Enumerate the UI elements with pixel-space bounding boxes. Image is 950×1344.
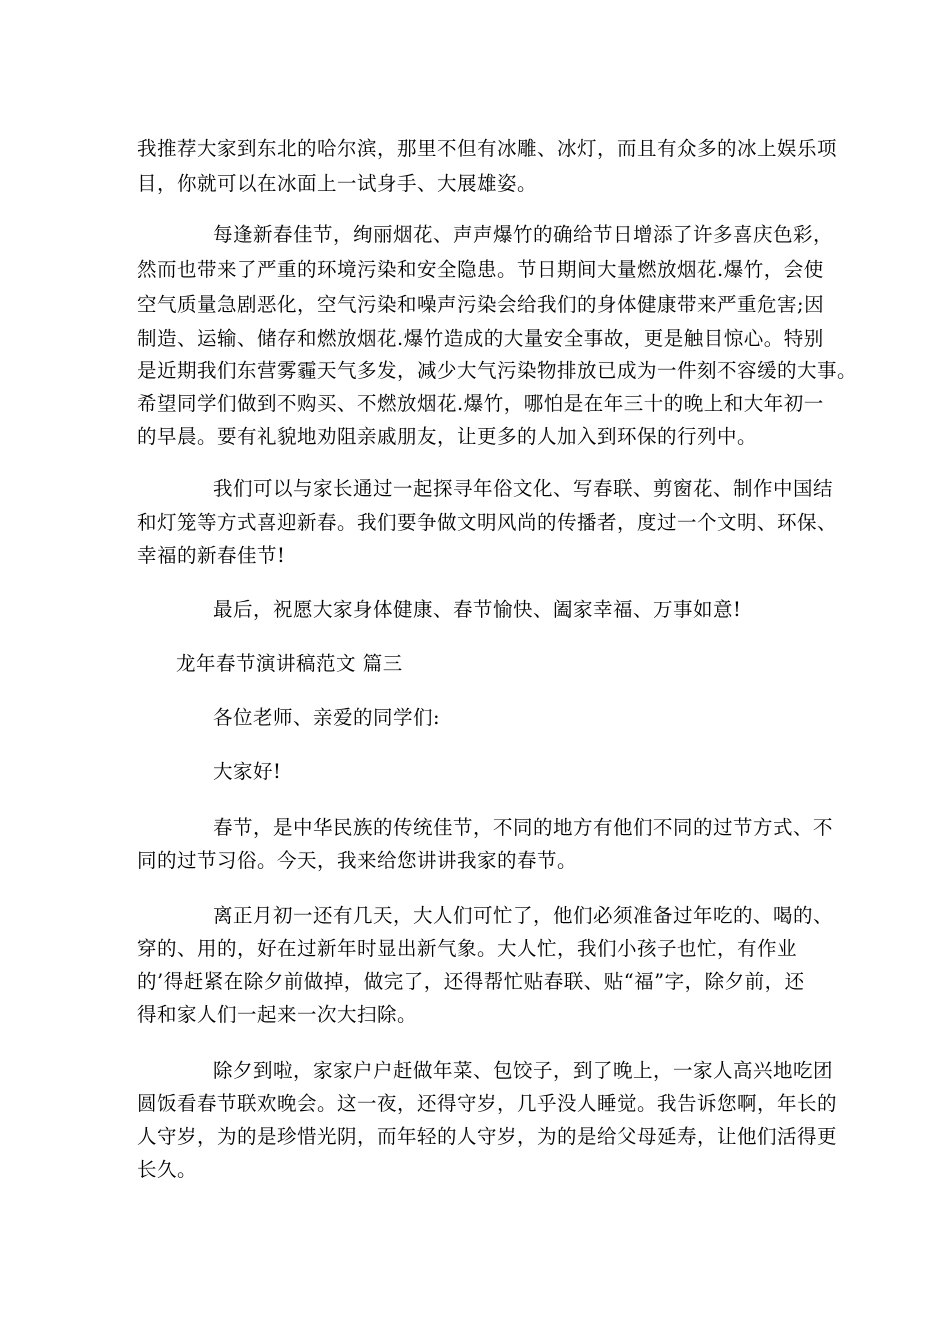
- text-line: 空气质量急剧恶化，空气污染和噪声污染会给我们的身体健康带来严重危害;因: [137, 293, 825, 316]
- text-line: 的早晨。要有礼貌地劝阻亲戚朋友，让更多的人加入到环保的行列中。: [137, 425, 758, 448]
- text-line: 得和家人们一起来一次大扫除。: [137, 1003, 418, 1026]
- text-line: 我推荐大家到东北的哈尔滨，那里不但有冰雕、冰灯，而且有众多的冰上娱乐项: [137, 137, 838, 160]
- text-line: 穿的、用的，好在过新年时显出新气象。大人忙，我们小孩子也忙，有作业: [137, 937, 798, 960]
- text-line: 长久。: [137, 1158, 198, 1181]
- text-line: 大家好!: [213, 760, 282, 783]
- text-line: 我们可以与家长通过一起探寻年俗文化、写春联、剪窗花、制作中国结: [213, 477, 834, 500]
- text-line: 人守岁，为的是珍惜光阴，而年轻的人守岁，为的是给父母延寿，让他们活得更: [137, 1125, 838, 1148]
- text-line: 每逢新春佳节，绚丽烟花、声声爆竹的确给节日增添了许多喜庆色彩，: [213, 223, 834, 246]
- text-line: 圆饭看春节联欢晚会。这一夜，还得守岁，几乎没人睡觉。我告诉您啊，年长的: [137, 1092, 838, 1115]
- text-line: 和灯笼等方式喜迎新春。我们要争做文明风尚的传播者，度过一个文明、环保、: [137, 511, 838, 534]
- text-line: 幸福的新春佳节!: [137, 544, 286, 567]
- text-line: 除夕到啦，家家户户赶做年菜、包饺子，到了晚上，一家人高兴地吃团: [213, 1059, 834, 1082]
- text-line: 然而也带来了严重的环境污染和安全隐患。节日期间大量燃放烟花.爆竹，会使: [137, 258, 824, 281]
- text-line: 是近期我们东营雾霾天气多发，减少大气污染物排放已成为一件刻不容缓的大事。: [137, 359, 858, 382]
- text-line: 希望同学们做到不购买、不燃放烟花.爆竹，哪怕是在年三十的晚上和大年初一: [137, 392, 824, 415]
- text-line: 各位老师、亲爱的同学们:: [213, 706, 441, 729]
- text-line: 春节，是中华民族的传统佳节，不同的地方有他们不同的过节方式、不: [213, 816, 834, 839]
- text-line: 离正月初一还有几天，大人们可忙了，他们必须准备过年吃的、喝的、: [213, 904, 834, 927]
- text-line: 同的过节习俗。今天，我来给您讲讲我家的春节。: [137, 849, 578, 872]
- text-line: 的’得赶紧在除夕前做掉，做完了，还得帮忙贴春联、贴“福”字，除夕前，还: [137, 970, 805, 993]
- text-line: 目，你就可以在冰面上一试身手、大展雄姿。: [137, 172, 538, 195]
- text-line: 最后，祝愿大家身体健康、春节愉快、阖家幸福、万事如意!: [213, 598, 742, 621]
- section-title-text: 龙年春节演讲稿范文 篇三: [176, 652, 403, 675]
- text-line: 制造、运输、储存和燃放烟花.爆竹造成的大量安全事故，更是触目惊心。特别: [137, 327, 824, 350]
